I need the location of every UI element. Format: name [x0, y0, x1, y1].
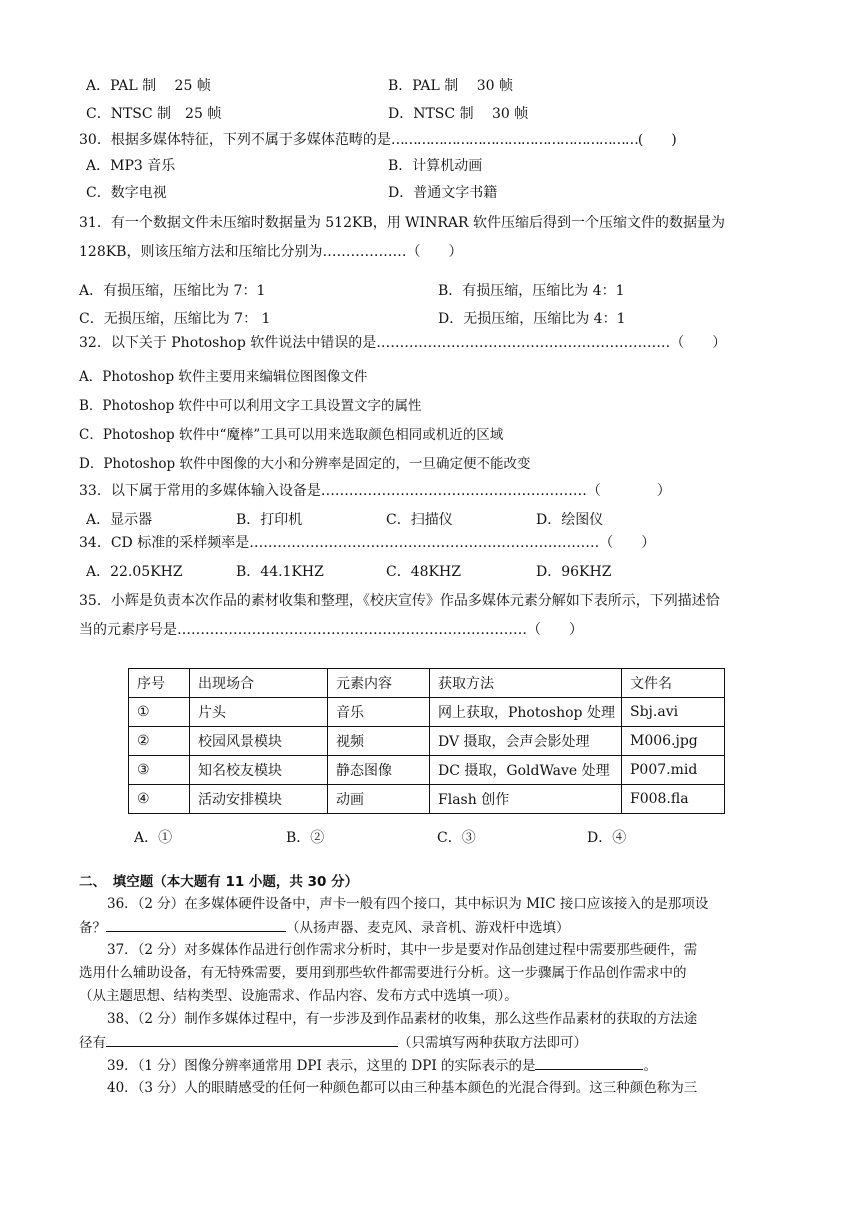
table-header-cell: 元素内容: [328, 669, 430, 698]
table-cell: 静态图像: [328, 756, 430, 785]
q32-stem: 32．以下关于 Photoshop 软件说法中错误的是………………………………………………………（ ）: [79, 335, 727, 351]
q40-line1: 40．（3 分）人的眼睛感受的任何一种颜色都可以由三种基本颜色的光混合得到。这三种颜色称为三: [107, 1080, 698, 1096]
q34-option-a: A．22.05KHZ: [86, 564, 183, 580]
q36-line2-hint: （从扬声器、麦克风、录音机、游戏杆中选填）: [286, 920, 570, 936]
table-cell: ①: [129, 698, 190, 727]
table-row: [129, 756, 725, 785]
table-cell: DV 摄取，会声会影处理: [430, 727, 622, 756]
q36-answer-blank[interactable]: [106, 917, 286, 932]
q34-option-d: D．96KHZ: [536, 564, 612, 580]
table-cell: 活动安排模块: [190, 785, 328, 814]
q38-line2-hint: （只需填写两种获取方法即可）: [398, 1035, 587, 1051]
table-cell: P007.mid: [622, 756, 725, 785]
q34-stem: 34．CD 标准的采样频率是…………………………………………………………………（ ）: [79, 535, 656, 551]
q39-text: 39．（1 分）图像分辨率通常用 DPI 表示，这里的 DPI 的实际表示的是: [107, 1058, 536, 1074]
q37-line2: 选用什么辅助设备，有无特殊需要，要用到那些软件都需要进行分析。这一步骤属于作品创作需求中的: [79, 965, 687, 981]
table-header-cell: 序号: [129, 669, 190, 698]
q35-stem-line1: 35．小辉是负责本次作品的素材收集和整理，《校庆宣传》作品多媒体元素分解如下表所示，下列描述恰: [79, 593, 720, 609]
section-title: 二、 填空题（本大题有 11 小题，共 30 分）: [79, 874, 359, 890]
table-cell: M006.jpg: [622, 727, 725, 756]
q35-option-b: B．②: [286, 830, 325, 846]
q33-option-c: C．扫描仪: [386, 512, 453, 528]
q29-option-a: A．PAL 制 25 帧: [86, 78, 211, 94]
q30-stem-text: 30．根据多媒体特征，下列不属于多媒体范畴的是: [79, 132, 391, 148]
elements-table: [128, 668, 725, 814]
q38-line1: 38、（2 分）制作多媒体过程中，有一步涉及到作品素材的收集，那么这些作品素材的获取的方法途: [107, 1011, 698, 1027]
q30-option-b: B．计算机动画: [388, 158, 483, 174]
table-header-cell: 文件名: [622, 669, 725, 698]
table-cell: ②: [129, 727, 190, 756]
q37-line3: （从主题思想、结构类型、设施需求、作品内容、发布方式中选填一项）。: [79, 988, 518, 1004]
table-cell: 动画: [328, 785, 430, 814]
q36-line2: [79, 917, 570, 938]
q31-option-a: A．有损压缩，压缩比为 7：1: [79, 283, 266, 299]
table-header-cell: 获取方法: [430, 669, 622, 698]
table-cell: ④: [129, 785, 190, 814]
q36-line1: 36．（2 分）在多媒体硬件设备中，声卡一般有四个接口，其中标识为 MIC 接口应该接入的是那项设: [107, 896, 709, 912]
q32-option-a: A．Photoshop 软件主要用来编辑位图图像文件: [79, 369, 368, 385]
table-cell: 片头: [190, 698, 328, 727]
table-cell: 知名校友模块: [190, 756, 328, 785]
table-cell: 校园风景模块: [190, 727, 328, 756]
q35-stem-line2: 当的元素序号是…………………………………………………………………（ ）: [79, 622, 583, 638]
table-cell: DC 摄取，GoldWave 处理: [430, 756, 622, 785]
q33-option-b: B．打印机: [236, 512, 303, 528]
table-row: [129, 727, 725, 756]
q33-option-a: A．显示器: [86, 512, 153, 528]
table-cell: Flash 创作: [430, 785, 622, 814]
q38-line2-start: 径有: [79, 1035, 106, 1051]
q30-option-d: D．普通文字书籍: [388, 185, 498, 201]
q31-stem-line1: 31．有一个数据文件未压缩时数据量为 512KB，用 WINRAR 软件压缩后得到一个压缩文件的数据量为: [79, 215, 725, 231]
q31-stem-line2: 128KB，则该压缩方法和压缩比分别为………………（ ）: [79, 244, 463, 260]
q31-option-b: B．有损压缩，压缩比为 4：1: [438, 283, 625, 299]
q35-option-c: C．③: [437, 830, 476, 846]
table-cell: Sbj.avi: [622, 698, 725, 727]
q30-stem: [79, 130, 677, 150]
q39-answer-blank[interactable]: [535, 1055, 643, 1070]
q37-line1: 37．（2 分）对多媒体作品进行创作需求分析时，其中一步是要对作品创建过程中需要那些硬件，需: [107, 942, 698, 958]
table-cell: 网上获取，Photoshop 处理: [430, 698, 622, 727]
q31-option-c: C．无损压缩，压缩比为 7： 1: [79, 311, 271, 327]
q32-option-d: D．Photoshop 软件中图像的大小和分辨率是固定的，一旦确定便不能改变: [79, 456, 531, 472]
q38-answer-blank[interactable]: [106, 1032, 398, 1047]
q29-option-c: C．NTSC 制 25 帧: [86, 106, 222, 122]
q29-option-b: B．PAL 制 30 帧: [388, 78, 513, 94]
q32-option-b: B．Photoshop 软件中可以利用文字工具设置文字的属性: [79, 398, 422, 414]
q33-option-d: D．绘图仪: [536, 512, 604, 528]
q31-option-d: D．无损压缩，压缩比为 4：1: [438, 311, 626, 327]
q30-dots: …………………………………………………: [390, 132, 638, 148]
q34-option-b: B．44.1KHZ: [236, 564, 324, 580]
q30-option-c: C．数字电视: [86, 185, 167, 201]
q30-option-a: A．MP3 音乐: [86, 158, 176, 174]
q36-line2-start: 备？: [79, 920, 106, 936]
q30-paren: ( ): [637, 132, 677, 148]
q39-end: 。: [643, 1058, 657, 1074]
q29-option-d: D．NTSC 制 30 帧: [388, 106, 529, 122]
q39-line: [107, 1055, 657, 1076]
table-cell: F008.fla: [622, 785, 725, 814]
q33-stem: 33．以下属于常用的多媒体输入设备是…………………………………………………（ ）: [79, 483, 671, 499]
q35-option-d: D．④: [587, 830, 627, 846]
table-cell: 视频: [328, 727, 430, 756]
table-cell: 音乐: [328, 698, 430, 727]
table-row: [129, 785, 725, 814]
table-header-row: [129, 669, 725, 698]
table-cell: ③: [129, 756, 190, 785]
q35-option-a: A．①: [134, 830, 173, 846]
table-header-cell: 出现场合: [190, 669, 328, 698]
q32-option-c: C．Photoshop 软件中“魔棒”工具可以用来选取颜色相同或机近的区域: [79, 427, 504, 443]
q38-line2: [79, 1032, 587, 1053]
table-row: [129, 698, 725, 727]
q34-option-c: C．48KHZ: [386, 564, 461, 580]
